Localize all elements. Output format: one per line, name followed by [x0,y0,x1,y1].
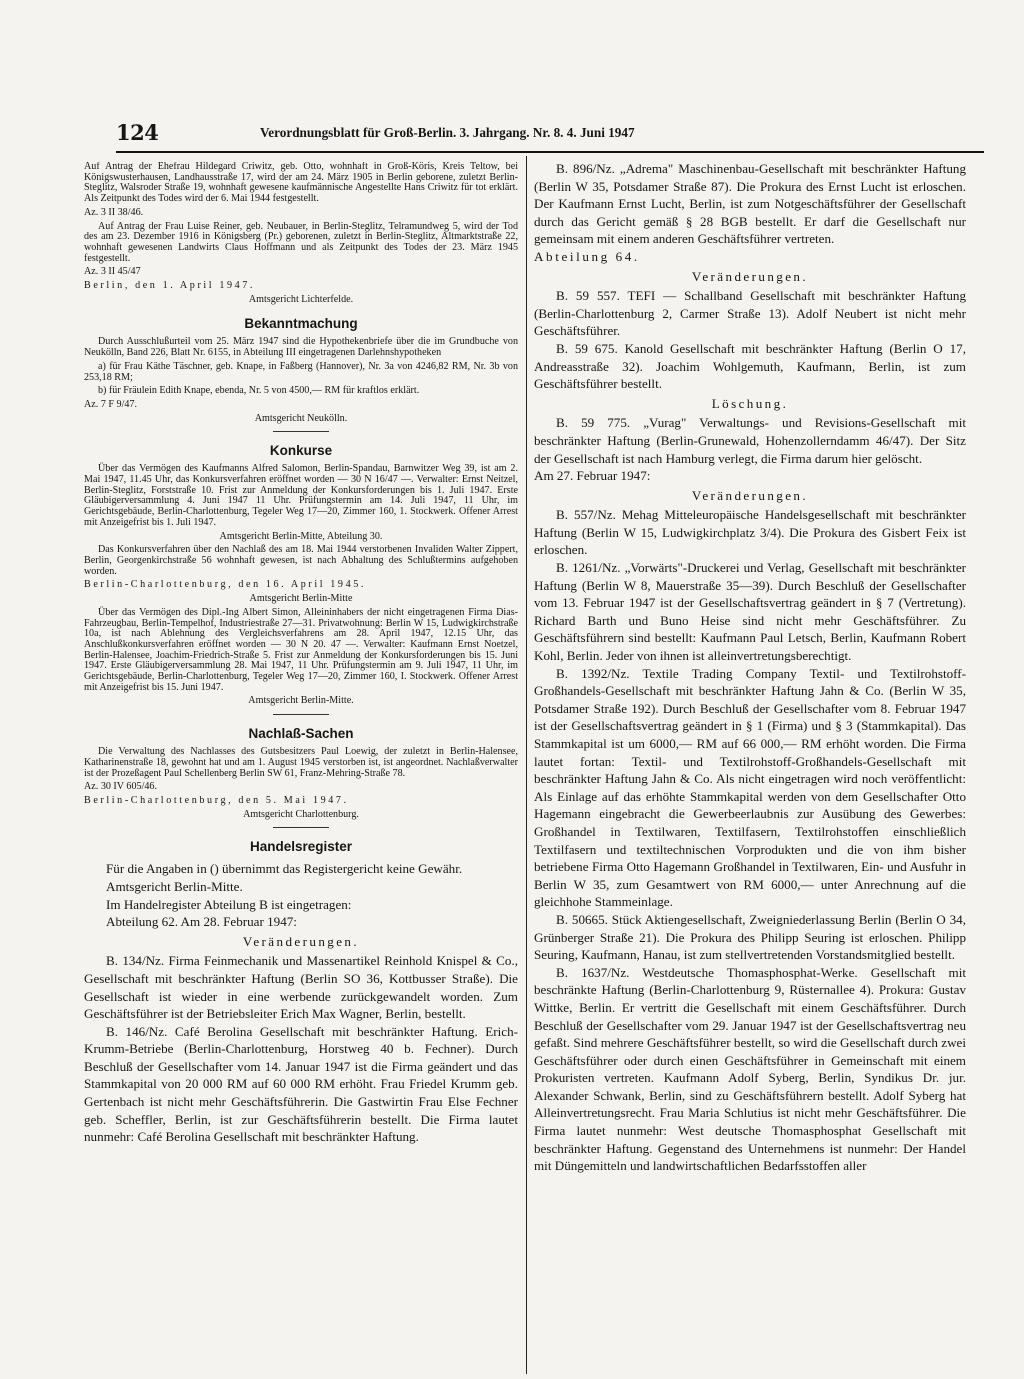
section-separator [273,827,329,828]
notice-paragraph: Über das Vermögen des Dipl.-Ing Albert Simon, Alleininhabers der nicht eingetragenen Firma Dias-Fahrzeugbau, Berlin-Tempelhof, Industriestraße 27—31. Privatwohnung: Berlin W 15, Ludwigkirchstraße 10a, ist nach Ablehnung des Vergleichsverfahrens am 28. April 1947, 12.15 Uhr, das Anschlußkonkursverfahren eröffnet worden — 30 N 20. 47 —. Verwalter: Kaufmann Ernst Noetzel, Berlin-Halensee, Joachim-Friedrich-Straße 5. Frist zur Anmeldung der Konkursforderungen bis 15. Juni 1947. Erste Gläubigerversammlung 28. Mai 1947, 11 Uhr. Prüfungstermin am 9. Juli 1947, 11 Uhr, im Gerichtsgebäude, Berlin-Charlottenburg, Tegeler Weg 17—20, Zimmer 160, I. Stockwerk. Offener Arrest mit Anzeigefrist bis 15. Juni 1947. [84,606,518,693]
section-heading-nachlass: Nachlaß-Sachen [248,726,354,742]
notice-paragraph: Auf Antrag der Ehefrau Hildegard Criwitz, geb. Otto, wohnhaft in Groß-Köris, Kreis Teltow, bei Königswusterhausen, Landhausstraße 17, wird der am 24. März 1905 in Berlin geborene, zuletzt Berlin-Steglitz, Walsroder Straße 19, wohnhaft gewesene kaufmännische Angestellte Hans Criwitz für tot erklärt. Als Zeitpunkt des Todes wird der 6. Mai 1944 festgestellt. [84,162,518,205]
place-date: Berlin-Charlottenburg, den 5. Mai 1947. [84,794,349,806]
register-entry: B. 59 775. „Vurag" Verwaltungs- und Revisions-Gesellschaft mit beschränkter Haftung (Berlin-Grunewald, Hohenzollerndamm 46/47). Der Sitz der Gesellschaft ist nach Hamburg verlegt, die Firma darum hier gelöscht. [534,415,966,466]
subheading-veraenderungen: Veränderungen. [242,933,360,949]
section-heading-konkurse: Konkurse [269,443,333,459]
notice-paragraph: Die Verwaltung des Nachlasses des Gutsbesitzers Paul Loewig, der zuletzt in Berlin-Halensee, Katharinenstraße 18, gewohnt hat und am 1. August 1945 verstorben ist, ist angeordnet. Nachlaßverwalter ist der Prozeßagent Paul Schellenberg Berlin SW 61, Franz-Mehring-Straße 78. [84,746,518,779]
department-date: Abteilung 62. Am 28. Februar 1947: [106,914,297,930]
place-date: Berlin, den 1. April 1947. [84,280,256,292]
notice-paragraph: Auf Antrag der Frau Luise Reiner, geb. Neubauer, in Berlin-Steglitz, Telramundweg 5, wird der Tod des am 23. Dezember 1916 in Königsberg (Pr.) geborenen, zuletzt in Berlin-Steglitz, Altmarktstraße 22, wohnhaft gewesenen Landwirts Claus Hoffmann und als Zeitpunkt des Todes der 23. März 1945 festgestellt. [84,220,518,264]
court-signature: Amtsgericht Neukölln. [254,412,348,424]
register-entry: B. 1261/Nz. „Vorwärts"-Druckerei und Verlag, Gesellschaft mit beschränkter Haftung (Berlin W 8, Mauerstraße 35—39). Durch Beschluß der Gesellschafter vom 13. Februar 1947 ist der Gesellschaftsvertrag geändert in § 7 (Vertretung). Richard Barth und Buno Heise sind nicht mehr Geschäftsführer. Zu Geschäftsführern sind bestellt: Kaufmann Paul Letsch, Berlin, Kaufmann Robert Kohl, Berlin. Jeder von ihnen ist alleinvertretungsberechtigt. [534,560,966,664]
register-intro: Im Handelregister Abteilung B ist eingetragen: [106,896,352,912]
register-entry: B. 50665. Stück Aktiengesellschaft, Zweigniederlassung Berlin (Berlin O 34, Grünberger Straße 21). Die Prokura des Philipp Seuring ist erloschen. Philipp Seuring, Kaufmann, Hanau, ist zum stellvertretenden Vorstandsmitglied bestellt. [534,911,966,963]
subheading-veraenderungen: Veränderungen. [691,268,809,284]
register-entry: B. 59 557. TEFI — Schallband Gesellschaft mit beschränkter Haftung (Berlin-Charlottenburg 2, Carmer Straße 13). Adolf Neubert ist nicht mehr Geschäftsführer. [534,288,966,339]
section-heading-handelsregister: Handelsregister [249,839,353,855]
notice-paragraph: Das Konkursverfahren über den Nachlaß des am 18. Mai 1944 verstorbenen Invaliden Walter Zippert, Berlin, Georgenkirchstraße 56 wohnhaft gewesen, ist nach Abhaltung des Schlußtermins aufgehoben worden. [84,544,518,577]
right-column [534,160,966,1375]
court-signature: Amtsgericht Charlottenburg. [243,808,359,820]
subheading-veraenderungen: Veränderungen. [691,487,809,503]
register-entry: B. 146/Nz. Café Berolina Gesellschaft mit beschränkter Haftung. Erich-Krumm-Betriebe (Berlin-Charlottenburg, Horstweg 40 b. Fechner). Durch Beschluß der Gesellschafter vom 14. Januar 1947 ist die Firma geändert und das Stammkapital von 20 000 RM auf 60 000 RM erhöht. Frau Friedel Krumm geb. Gertenbach ist nicht mehr Geschäftsführerin. Die Gastwirtin Frau Else Fechner geb. Scheffler, Berlin, ist zur Geschäftsführerin bestellt. Die Firma lautet nunmehr: Café Berolina Gesellschaft mit beschränkter Haftung. [84,1023,518,1145]
register-entry: B. 134/Nz. Firma Feinmechanik und Massenartikel Reinhold Knispel & Co., Gesellschaft mit beschränkter Haftung (Berlin SO 36, Kottbusser Straße). Die Gesellschaft ist wieder in eine werbende zurückgewandelt worden. Zum Geschäftsführer ist der Betriebsleiter Erich Max Wagner, Berlin, bestellt. [84,953,518,1022]
register-entry: B. 1637/Nz. Westdeutsche Thomasphosphat-Werke. Gesellschaft mit beschränkte Haftung (Berlin-Charlottenburg 9, Rüsternallee 4). Prokura: Gustav Wittke, Berlin. Er vertritt die Gesellschaft mit einem Geschäftsführer. Durch Beschluß der Gesellschafter vom 29. Januar 1947 ist der Gesellschaftsvertrag neu gefaßt. Sind mehrere Geschäftsführer bestellt, so wird die Gesellschaft durch zwei Geschäftsführer oder durch einen Geschäftsführer in Gemeinschaft mit einem Prokuristen vertreten. Kaufmann Adolf Syberg, Berlin, Syndikus Dr. jur. Alexander Schwank, Berlin, sind zu Geschäftsführern bestellt. Adolf Syberg hat Alleinvertretungsrecht. Frau Maria Schlutius ist nicht mehr Geschäftsführer. Die Firma lautet nunmehr: West deutsche Thomasphosphat Gesellschaft mit beschränkter Haftung. Gegenstand des Unternehmens ist nunmehr: Der Handel mit Düngemitteln und landwirtschaftlichen Bedarfsstoffen aller [534,964,966,1174]
running-title: Verordnungsblatt für Groß-Berlin. 3. Jahrgang. Nr. 8. 4. Juni 1947 [260,125,635,140]
section-handelsregister [84,860,518,1146]
place-date: Berlin-Charlottenburg, den 16. April 1945. [84,579,366,591]
section-separator [273,431,329,432]
court-signature: Amtsgericht Berlin-Mitte, Abteilung 30. [219,530,383,542]
file-reference: Az. 30 IV 605/46. [84,781,157,793]
notice-death-declarations [84,162,518,305]
file-reference: Az. 3 II 45/47 [84,266,141,278]
register-entry: B. 59 675. Kanold Gesellschaft mit beschränkter Haftung (Berlin O 17, Andreasstraße 32). Joachim Wohlgemuth, Kaufmann, Berlin, ist zum Geschäftsführer bestellt. [534,340,966,392]
court-signature: Amtsgericht Lichterfelde. [248,293,354,305]
section-nachlass [84,747,518,820]
notice-paragraph: Durch Ausschlußurteil vom 25. März 1947 sind die Hypothekenbriefe über die im Grundbuche von Neukölln, Band 226, Blatt Nr. 6155, in Abteilung III eingetragenen Darlehnshypotheken [84,336,518,359]
left-column [84,162,518,1372]
register-entry: B. 557/Nz. Mehag Mitteleuropäische Handelsgesellschaft mit beschränkter Haftung (Berlin W 15, Ludwigkirchplatz 3/4). Die Prokura des Gisbert Feix ist erloschen. [534,507,966,558]
court-name: Amtsgericht Berlin-Mitte. [106,878,243,894]
notice-paragraph: Über das Vermögen des Kaufmanns Alfred Salomon, Berlin-Spandau, Barnwitzer Weg 39, ist am 2. Mai 1947, 11.45 Uhr, das Konkursverfahren eröffnet worden — 30 N 16/47 —. Verwalter: Ernst Neitzel, Berlin-Steglitz, Forststraße 10. Frist zur Anmeldung der Konkursforderungen bis 1. Juli 1947. Erste Gläubigerversammlung 4. Juni 1947 11 Uhr. Prüfungstermin am 14. Juli 1947, 11 Uhr, im Gerichtsgebäude, Berlin-Charlottenburg, Tegeler Weg 17—20, Zimmer 160, 1. Stockwerk. Offener Arrest mit Anzeigefrist bis 1. Juli 1947. [84,463,518,528]
date-heading: Am 27. Februar 1947: [534,468,651,484]
register-entry: B. 1392/Nz. Textile Trading Company Textil- und Textilrohstoff-Großhandels-Gesellschaft mit beschränkter Haftung Jahn & Co. (Berlin W 35, Potsdamer Straße 192). Durch Beschluß der Gesellschafter vom 8. Februar 1947 ist der Gesellschaftsvertrag geändert in § 1 (Firma) und § 3 (Stammkapital). Das Stammkapital ist um 6000,— RM auf 66 000,— RM erhöht worden. Die Firma lautet fortan: Textil- und Textilrohstoff-Großhandels-Gesellschaft mit beschränkter Haftung Jahn & Co. Als nicht eingetragen wird noch veröffentlicht: Als Einlage auf das erhöhte Stammkapital werden von dem Gesellschafter Otto Hagemann eingebracht die Gewerbeerlaubnis zur Ausübung des Gewerbes: Großhandel in Textilwaren, Textilfasern, Textilrohstoffen einschließlich Textilfasern und textiltechnischen Vorprodukten und die von ihm bisher betriebene Firma Otto Hagemann Großhandel in Textilwaren, Ein- und Ausfuhr in Berlin W 35, zum Gesamtwert von RM 6000,— unter Anrechnung auf die gleichhohe Stammeinlage. [534,665,966,910]
notice-paragraph: b) für Fräulein Edith Knape, ebenda, Nr. 5 von 4500,— RM für kraftlos erklärt. [98,385,420,397]
file-reference: Az. 7 F 9/47. [84,398,137,410]
section-konkurse [84,464,518,707]
register-note: Für die Angaben in () übernimmt das Registergericht keine Gewähr. [106,861,463,877]
section-bekanntmachung [84,337,518,424]
section-heading-bekanntmachung: Bekanntmachung [244,316,358,332]
register-entry: B. 896/Nz. „Adrema" Maschinenbau-Gesellschaft mit beschränkter Haftung (Berlin W 35, Potsdamer Straße 87). Die Prokura des Ernst Lucht ist erloschen. Der Kaufmann Ernst Lucht, Berlin, ist zum Notgeschäftsführer der Gesellschaft durch das Gericht gemäß § 28 BGB bestellt. Er darf die Gesellschaft nur gemeinsam mit einem anderen Geschäftsführer vertreten. [534,161,966,247]
section-separator [273,714,329,715]
header-rule [116,151,984,153]
file-reference: Az. 3 II 38/46. [84,206,144,218]
subheading-loeschung: Löschung. [711,395,789,411]
page-number: 124 [116,120,159,145]
court-signature: Amtsgericht Berlin-Mitte [249,593,353,605]
notice-paragraph: a) für Frau Käthe Täschner, geb. Knape, in Faßberg (Hannover), Nr. 3a von 4246,82 RM, Nr. 3b von 253,18 RM; [84,360,518,383]
court-signature: Amtsgericht Berlin-Mitte. [248,695,354,707]
column-divider [526,156,527,1374]
department-heading: Abteilung 64. [534,248,640,264]
